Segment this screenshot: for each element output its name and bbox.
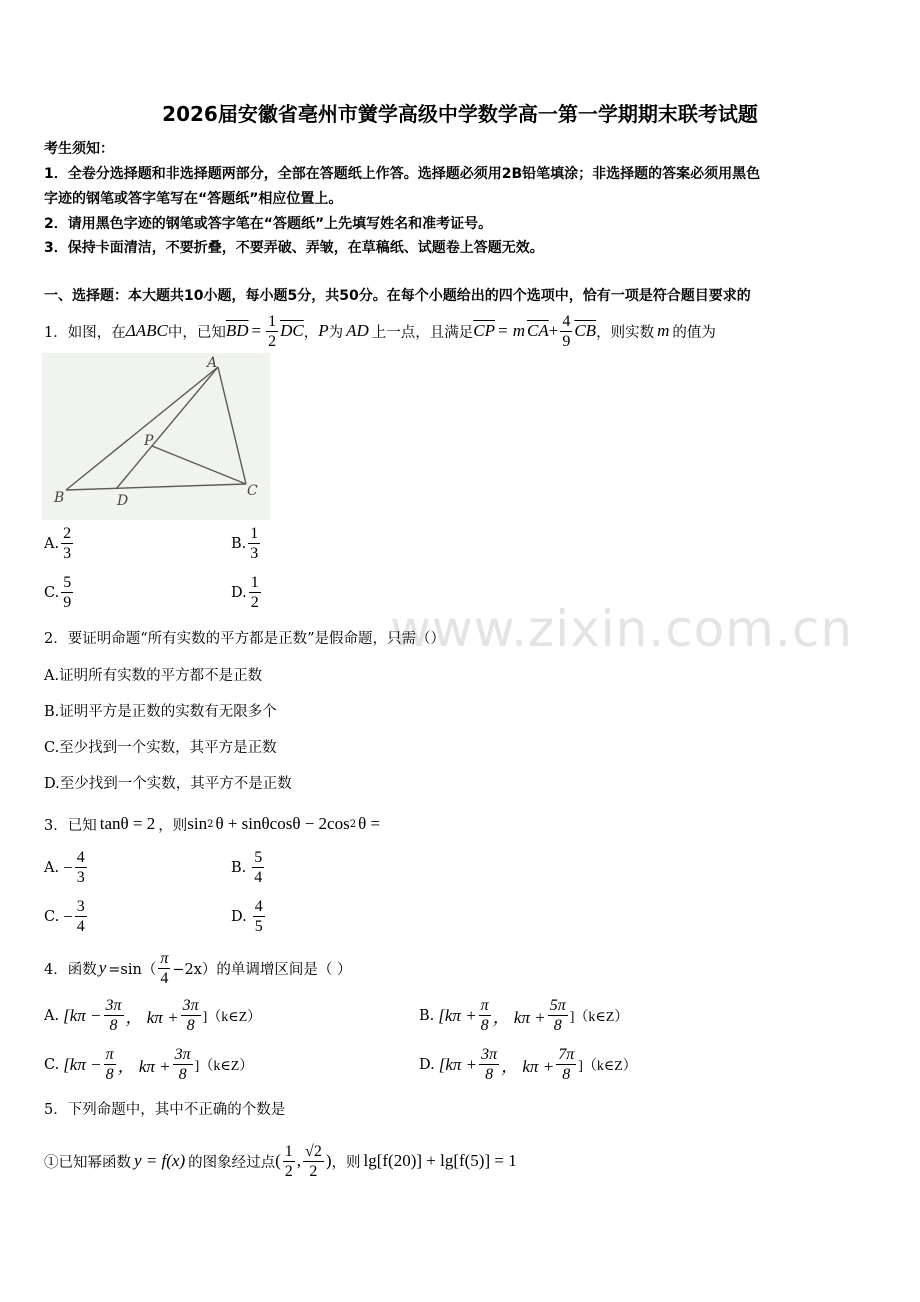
option-b[interactable]: B. $\frac{5}{4}$ [231,849,263,886]
notice-heading: 考生须知： [44,141,114,157]
option-c[interactable]: C. [kπ − $\frac{\pi}{8}$ ， kπ + $\frac{3\pi}{8}$ ]（k∈Z） [44,1046,254,1083]
option-a[interactable]: A. [kπ − $\frac{3\pi}{8}$ ， kπ + $\frac{3\pi}{8}$ ]（k∈Z） [44,997,262,1034]
option-b[interactable]: B. [kπ + $\frac{\pi}{8}$ ， kπ + $\frac{5\pi}{8}$ ]（k∈Z） [419,997,629,1034]
option-d[interactable]: D. $\frac{4}{5}$ [231,898,263,935]
option-a[interactable]: A. $\frac{2}{3}$ [44,525,72,562]
option-a[interactable]: A.证明所有实数的平方都不是正数 [44,668,263,684]
vertex-label-b: B [54,490,65,506]
option-c[interactable]: C. $\frac{5}{9}$ [44,574,72,611]
option-d[interactable]: D. $\frac{1}{2}$ [231,574,259,611]
option-d[interactable]: D. [kπ + $\frac{3\pi}{8}$ ， kπ + $\frac{7\pi}{8}$ ]（k∈Z） [419,1046,637,1083]
triangle-figure [42,353,270,520]
option-a[interactable]: A. − $\frac{4}{3}$ [44,849,85,886]
point-label-d: D [117,493,129,509]
question-4-stem: 4．函数 y =sin（ $\frac{\pi}{4}$ −2x）的单调增区间是（ ） [44,949,352,987]
notice-item: 1．全卷分选择题和非选择题两部分，全部在答题纸上作答。选择题必须用2B铅笔填涂；非选择题的答案必须用黑色 [44,166,761,182]
question-5-item-1: ①已知幂函数 y = f(x) 的图象经过点 ( $\frac{1}{2}$ , $\frac{√2}{2}$ ) ，则 lg[f(20)] + lg[f(5)] = 1 [44,1142,517,1180]
option-d[interactable]: D.至少找到一个实数，其平方不是正数 [44,776,292,792]
section-heading: 一、选择题：本大题共10小题，每小题5分，共50分。在每个小题给出的四个选项中，恰有一项是符合题目要求的 [44,288,751,304]
watermark: www.zixin.com.cn [390,600,854,658]
option-b[interactable]: B.证明平方是正数的实数有无限多个 [44,704,277,720]
question-2-stem: 2．要证明命题“所有实数的平方都是正数”是假命题，只需（） [44,631,446,647]
option-c[interactable]: C. − $\frac{3}{4}$ [44,898,85,935]
question-1-stem: 1．如图，在 ΔABC 中，已知 $\overline{BD}$ = $\frac{1}{2}$ $\overline{DC}$ ， P 为 AD 上一点，且满足 $\overline{CP}$ = m $\overline{CA}$ + $\frac{4}{9}$ $\overline{CB}$ ，则实数 m 的值为 [44,312,716,350]
notice-item: 2．请用黑色字迹的钢笔或答字笔在“答题纸”上先填写姓名和准考证号。 [44,216,493,232]
notice-item: 3．保持卡面清洁，不要折叠，不要弄破、弄皱，在草稿纸、试题卷上答题无效。 [44,240,544,256]
question-3-stem: 3．已知 tanθ = 2 ，则 sin 2 θ + sinθcosθ − 2cos 2 θ = [44,814,381,834]
page-title: 2026届安徽省亳州市黉学高级中学数学高一第一学期期末联考试题 [162,102,758,126]
option-c[interactable]: C.至少找到一个实数，其平方是正数 [44,740,277,756]
notice-item: 字迹的钢笔或答字笔写在“答题纸”相应位置上。 [44,191,343,207]
question-5-stem: 5．下列命题中，其中不正确的个数是 [44,1102,286,1118]
option-b[interactable]: B. $\frac{1}{3}$ [231,525,259,562]
vertex-label-a: A [207,355,218,371]
vertex-label-c: C [247,483,258,499]
point-label-p: P [144,433,154,449]
